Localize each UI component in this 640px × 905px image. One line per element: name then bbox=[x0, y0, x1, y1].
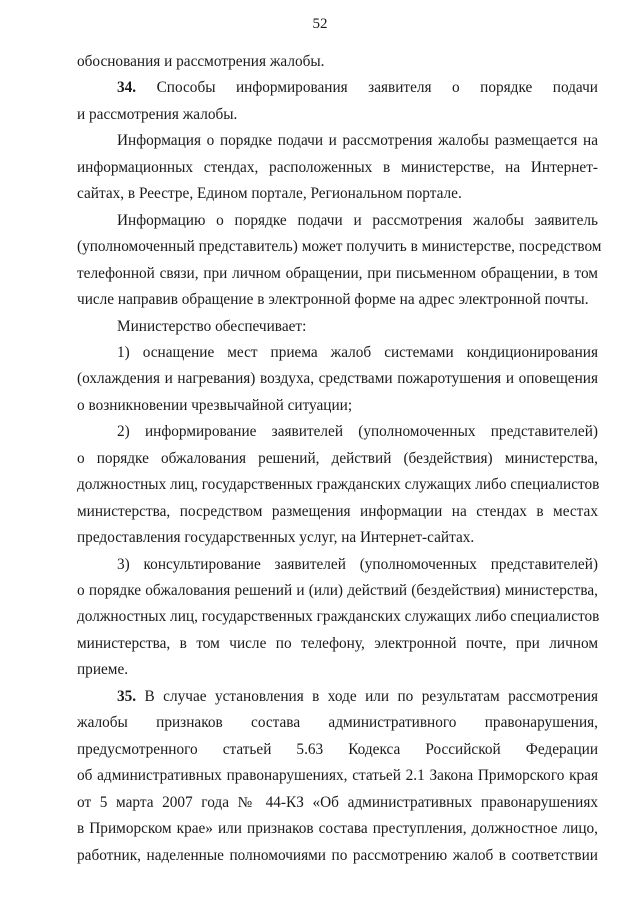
text-line bbox=[77, 105, 598, 125]
line-text: Информацию о порядке подачи и рассмотрения жалобы заявитель bbox=[117, 211, 598, 229]
line-text: министерства, в том числе по телефону, электронной почте, при личном bbox=[77, 634, 598, 652]
line-text: о порядке обжалования решений, действий (бездействия) министерства, bbox=[77, 449, 598, 467]
line-text: и рассмотрения жалобы. bbox=[77, 105, 238, 123]
clause-number: 34. bbox=[117, 79, 137, 97]
text-line bbox=[77, 264, 598, 284]
text-line bbox=[77, 819, 598, 839]
line-text: 2) информирование заявителей (уполномоченных представителей) bbox=[117, 423, 598, 441]
text-line bbox=[117, 211, 598, 231]
line-text: 1) оснащение мест приема жалоб системами кондиционирования bbox=[117, 343, 598, 361]
text-line bbox=[77, 396, 598, 416]
text-line bbox=[77, 713, 598, 733]
line-text: Способы информирования заявителя о порядке подачи bbox=[136, 79, 598, 97]
text-line bbox=[77, 290, 598, 310]
page-number: 52 bbox=[312, 16, 328, 32]
text-line bbox=[77, 237, 602, 257]
text-line bbox=[117, 687, 598, 707]
line-text: телефонной связи, при личном обращении, при письменном обращении, в том bbox=[77, 264, 598, 282]
line-text: предусмотренного статьей 5.63 Кодекса Российской Федерации bbox=[77, 740, 598, 758]
line-text: работник, наделенные полномочиями по рассмотрению жалоб в соответствии bbox=[77, 846, 598, 864]
line-text: министерства, посредством размещения информации на стендах в местах bbox=[77, 502, 598, 520]
line-text: (охлаждения и нагревания) воздуха, средствами пожаротушения и оповещения bbox=[77, 370, 598, 388]
text-line bbox=[117, 555, 598, 575]
line-text: должностных лиц, государственных гражданских служащих либо специалистов bbox=[77, 476, 600, 494]
line-text: В случае установления в ходе или по результатам рассмотрения bbox=[136, 687, 598, 705]
text-line bbox=[77, 660, 598, 680]
text-line bbox=[117, 131, 598, 151]
text-line bbox=[77, 581, 598, 601]
text-line bbox=[77, 528, 598, 548]
text-line bbox=[77, 158, 598, 178]
text-line bbox=[77, 766, 598, 786]
line-text: Информация о порядке подачи и рассмотрения жалобы размещается на bbox=[117, 132, 598, 150]
text-line bbox=[77, 184, 598, 204]
text-line bbox=[77, 607, 598, 627]
text-line bbox=[77, 846, 598, 866]
line-text: информационных стендах, расположенных в министерстве, на Интернет- bbox=[77, 158, 598, 176]
line-text: предоставления государственных услуг, на Интернет-сайтах. bbox=[77, 529, 475, 547]
text-line bbox=[77, 740, 598, 760]
line-text: в Приморском крае» или признаков состава преступления, должностное лицо, bbox=[77, 820, 598, 838]
text-line bbox=[77, 449, 598, 469]
line-text: о порядке обжалования решений и (или) действий (бездействия) министерства, bbox=[77, 582, 598, 599]
line-text: приеме. bbox=[77, 661, 129, 679]
text-line bbox=[77, 793, 598, 813]
text-line bbox=[117, 343, 598, 363]
clause-number: 35. bbox=[117, 687, 137, 705]
text-line bbox=[77, 634, 598, 654]
line-text: обоснования и рассмотрения жалобы. bbox=[77, 53, 325, 70]
text-line bbox=[77, 502, 598, 522]
line-text: об административных правонарушениях, статьей 2.1 Закона Приморского края bbox=[77, 767, 598, 785]
text-line bbox=[117, 78, 598, 98]
line-text: о возникновении чрезвычайной ситуации; bbox=[77, 396, 353, 414]
line-text: должностных лиц, государственных гражданских служащих либо специалистов bbox=[77, 608, 600, 626]
line-text: (уполномоченный представитель) может получить в министерстве, посредством bbox=[77, 238, 602, 256]
text-line bbox=[77, 475, 598, 495]
line-text: 3) консультирование заявителей (уполномоченных представителей) bbox=[117, 555, 598, 573]
line-text: числе направив обращение в электронной форме на адрес электронной почты. bbox=[77, 291, 589, 309]
line-text: жалобы признаков состава административного правонарушения, bbox=[77, 714, 598, 732]
line-text: сайтах, в Реестре, Едином портале, Региональном портале. bbox=[77, 185, 462, 203]
text-line bbox=[77, 52, 598, 72]
line-text: Министерство обеспечивает: bbox=[117, 317, 307, 335]
text-line bbox=[117, 317, 598, 337]
text-line bbox=[117, 422, 598, 442]
line-text: от 5 марта 2007 года № 44-КЗ «Об административных правонарушениях bbox=[77, 793, 598, 811]
text-line bbox=[77, 369, 598, 389]
